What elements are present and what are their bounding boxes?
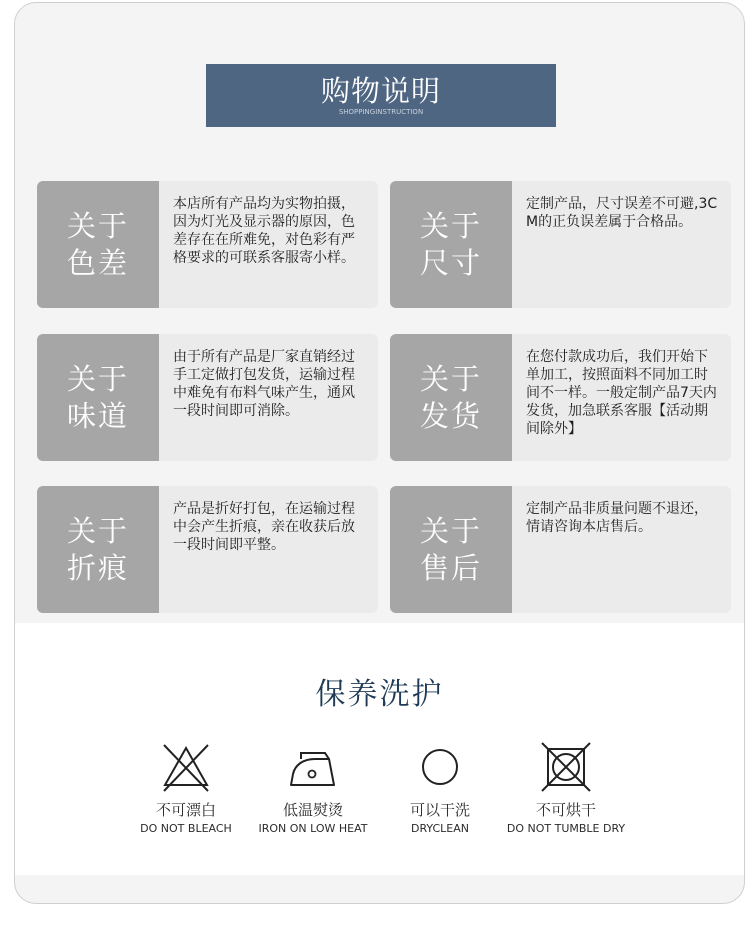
banner-title: 购物说明 [320, 74, 441, 108]
card-heading-line1: 关于 [66, 361, 129, 396]
card-heading-line2: 折痕 [66, 550, 129, 585]
care-label-cn: 不可漂白 [155, 801, 216, 819]
card-after-sales [390, 486, 731, 613]
iron-low-heat-icon [285, 741, 341, 793]
card-heading-line2: 色差 [66, 245, 129, 280]
care-label-en: IRON ON LOW HEAT [258, 822, 368, 835]
card-description: 产品是折好打包，在运输过程中会产生折痕，亲在收获后放一段时间即平整。 [173, 501, 355, 553]
card-description: 在您付款成功后，我们开始下单加工，按照面料不同加工时间不一样。一般定制产品7天内发货，加急联系客服【活动期间除外】 [526, 349, 717, 437]
banner-subtitle: SHOPPINGINSTRUCTION [338, 108, 424, 116]
card-heading-line1: 关于 [419, 208, 482, 243]
card-heading-line2: 发货 [419, 398, 482, 433]
care-title: 保养洗护 [315, 677, 444, 712]
card-creases [37, 486, 378, 613]
care-item-no-bleach [116, 741, 256, 836]
card-size [390, 181, 731, 308]
care-item-dry-clean [370, 741, 510, 836]
care-section [15, 623, 744, 875]
card-heading [37, 486, 159, 613]
card-description: 定制产品，尺寸误差不可避,3CM的正负误差属于合格品。 [526, 196, 718, 230]
card-description: 定制产品非质量问题不退还，情请咨询本店售后。 [526, 501, 708, 535]
card-heading [390, 181, 512, 308]
card-heading-line2: 售后 [419, 550, 482, 585]
card-description: 本店所有产品均为实物拍摄，因为灯光及显示器的原因，色差存在在所难免，对色彩有严格要求的可联系客服寄小样。 [173, 196, 355, 266]
shopping-instruction-banner [206, 64, 556, 127]
card-heading-line2: 尺寸 [419, 245, 482, 280]
card-description: 由于所有产品是厂家直销经过手工定做打包发货，运输过程中难免有布料气味产生，通风一段时间即可消除。 [173, 349, 355, 419]
care-label-en: DO NOT TUMBLE DRY [506, 822, 626, 835]
dry-clean-icon [412, 741, 468, 793]
care-label-cn: 低温熨烫 [282, 801, 343, 819]
card-heading [390, 334, 512, 461]
card-smell [37, 334, 378, 461]
page-frame [14, 2, 745, 904]
care-item-iron-low-heat [243, 741, 383, 836]
card-shipping [390, 334, 731, 461]
card-heading [37, 334, 159, 461]
card-heading-line1: 关于 [419, 361, 482, 396]
care-label-cn: 不可烘干 [535, 801, 596, 819]
care-item-no-tumble-dry [496, 741, 636, 836]
care-label-en: DO NOT BLEACH [140, 822, 232, 835]
care-label-cn: 可以干洗 [409, 801, 470, 819]
no-bleach-icon [158, 741, 214, 793]
card-heading [37, 181, 159, 308]
care-label-en: DRYCLEAN [410, 822, 470, 835]
card-heading-line2: 味道 [66, 398, 129, 433]
no-tumble-dry-icon [538, 741, 594, 793]
card-heading-line1: 关于 [66, 513, 129, 548]
card-color-difference [37, 181, 378, 308]
card-heading-line1: 关于 [419, 513, 482, 548]
card-heading-line1: 关于 [66, 208, 129, 243]
card-heading [390, 486, 512, 613]
